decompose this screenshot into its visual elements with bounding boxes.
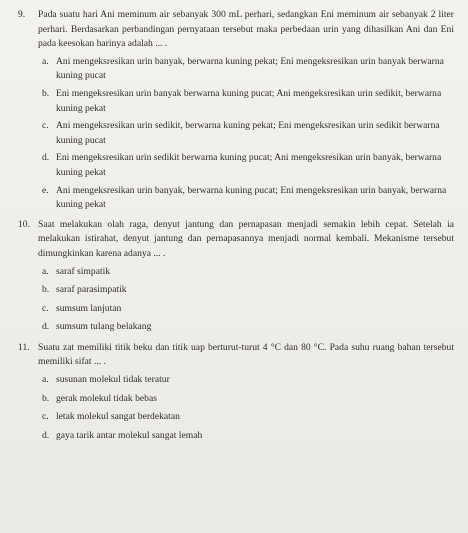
option-letter: a. [42, 55, 49, 67]
option-text: sumsum lanjutan [56, 302, 122, 314]
option-letter: d. [42, 429, 50, 441]
question-number: 10. [18, 218, 30, 230]
question-number: 9. [18, 9, 26, 20]
option-b [42, 87, 454, 116]
option-e [42, 184, 454, 213]
question-body [38, 218, 454, 339]
option-d [42, 151, 454, 180]
option-letter: a. [42, 374, 49, 386]
option-letter: b. [42, 392, 50, 404]
question-stem: Pada suatu hari Ani meminum air sebanyak 300 mL perhari, sedangkan Eni meminum air sebanyak 2 liter perhari. Berdasarkan perbandingan pernyataan tersebut maka perbedaan urin yang dihasilkan Ani dan Eni pada keesokan harinya adalah ... . [38, 9, 454, 50]
answer-options [38, 373, 454, 443]
option-c [42, 119, 454, 148]
option-c [42, 410, 454, 425]
option-d [42, 429, 454, 444]
option-text: saraf simpatik [56, 265, 111, 277]
option-letter: b. [42, 87, 50, 99]
option-letter: e. [42, 184, 49, 196]
option-a [42, 373, 454, 388]
question-stem: Suatu zat memiliki titik beku dan titik uap berturut-turut 4 °C dan 80 °C. Pada suhu ruang bahan tersebut memiliki sifat ... . [38, 341, 454, 368]
option-a [42, 265, 454, 280]
option-b [42, 283, 454, 298]
option-text: gaya tarik antar molekul sangat lemah [56, 429, 203, 441]
question-number: 11. [18, 341, 30, 353]
answer-options [38, 265, 454, 335]
option-text: Ani mengeksresikan urin sedikit, berwarna kuning pekat; Eni mengeksresikan urin sedikit berwarna kuning pucat [56, 120, 440, 146]
answer-options [38, 55, 454, 213]
option-c [42, 302, 454, 317]
option-text: saraf parasimpatik [56, 284, 127, 296]
option-b [42, 392, 454, 407]
question-body [38, 341, 454, 448]
option-letter: c. [42, 302, 49, 314]
option-text: Eni mengeksresikan urin sedikit berwarna kuning pucat; Ani mengeksresikan urin banyak, berwarna kuning pekat [56, 152, 442, 178]
question-11 [18, 341, 454, 448]
option-d [42, 320, 454, 335]
option-text: Eni mengeksresikan urin banyak berwarna kuning pucat; Ani mengeksresikan urin sedikit, berwarna kuning pekat [56, 87, 442, 114]
option-letter: b. [42, 284, 50, 296]
option-letter: d. [42, 321, 50, 333]
option-text: letak molekul sangat berdekatan [56, 411, 180, 423]
question-10 [18, 218, 454, 339]
question-body [38, 8, 454, 216]
option-letter: d. [42, 152, 50, 164]
option-text: gerak molekul tidak bebas [56, 392, 157, 404]
option-text: Ani mengeksresikan urin banyak, berwarna kuning pucat; Eni mengeksresikan urin banyak, berwarna kuning pekat [56, 184, 447, 211]
question-9 [18, 8, 454, 216]
question-stem: Saat melakukan olah raga, denyut jantung dan pernapasan menjadi semakin lebih cepat. Setelah ia melakukan istirahat, denyut jantung dan pernapasannya menjadi normal kembali. Mekanisme tersebut dimungkinkan karena adanya ... . [38, 218, 454, 259]
option-letter: a. [42, 265, 49, 277]
option-letter: c. [42, 411, 49, 423]
option-letter: c. [42, 120, 49, 132]
option-text: sumsum tulang belakang [56, 321, 152, 333]
option-a [42, 55, 454, 84]
option-text: Ani mengeksresikan urin banyak, berwarna kuning pekat; Eni mengeksresikan urin banyak berwarna kuning pucat [56, 55, 444, 82]
option-text: susunan molekul tidak teratur [56, 374, 170, 386]
